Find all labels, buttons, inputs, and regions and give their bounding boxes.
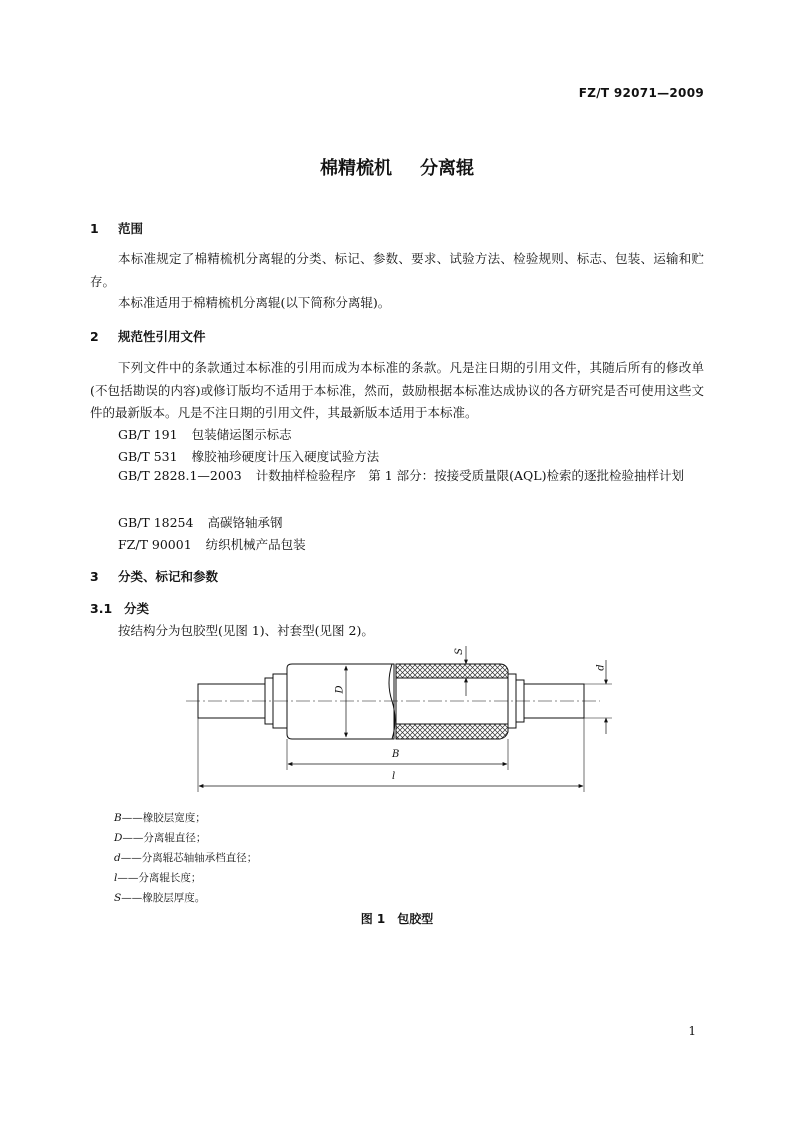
- rubber-layer-top: [396, 664, 508, 678]
- label-S: S: [453, 648, 465, 655]
- reference-item: GB/T 531 橡胶袖珍硬度计压入硬度试验方法: [118, 449, 380, 464]
- section-1-paragraph-2: 本标准适用于棉精梳机分离辊(以下简称分离辊)。: [118, 295, 391, 310]
- rubber-layer-bottom: [396, 724, 508, 739]
- section-3-heading: 3 分类、标记和参数: [90, 569, 219, 584]
- label-B: B: [392, 749, 400, 760]
- section-3-1-paragraph: 按结构分为包胶型(见图 1)、衬套型(见图 2)。: [118, 623, 374, 638]
- label-d: d: [595, 664, 607, 671]
- title-part-1: 棉精梳机: [320, 158, 392, 179]
- section-3-1-heading: 3.1 分类: [90, 601, 150, 616]
- reference-item: GB/T 191 包装储运图示标志: [118, 427, 292, 442]
- reference-item: FZ/T 90001 纺织机械产品包装: [118, 537, 306, 552]
- legend-item: d——分离辊芯轴轴承档直径；: [114, 852, 258, 864]
- legend-item: S——橡胶层厚度。: [114, 892, 206, 904]
- roller-body: [287, 664, 394, 739]
- label-l: l: [392, 771, 396, 782]
- section-1-paragraph-1: 本标准规定了棉精梳机分离辊的分类、标记、参数、要求、试验方法、检验规则、标志、包装、运输和贮存。: [90, 251, 704, 289]
- page-number: 1: [688, 1024, 696, 1038]
- figure-caption: 图 1 包胶型: [360, 912, 434, 926]
- reference-item: GB/T 18254 高碳铬轴承钢: [118, 515, 283, 530]
- section-2-paragraph-1: 下列文件中的条款通过本标准的引用而成为本标准的条款。凡是注日期的引用文件，其随后所有的修改单(不包括勘误的内容)或修订版均不适用于本标准，然而，鼓励根据本标准达成协议的各方研究是否可使用这些文件的最新版本。凡是不注日期的引用文件，其最新版本适用于本标准。: [90, 360, 704, 420]
- legend-item: D——分离辊直径；: [114, 832, 207, 844]
- reference-item: GB/T 2828.1—2003 计数抽样检验程序 第 1 部分：按接受质量限(AQL)检索的逐批检验抽样计划: [118, 468, 684, 483]
- standard-number: FZ/T 92071—2009: [578, 86, 704, 100]
- section-2-heading: 2 规范性引用文件: [90, 329, 206, 344]
- section-1-heading: 1 范围: [90, 221, 144, 236]
- label-D: D: [334, 685, 346, 694]
- legend-item: l——分离辊长度；: [114, 872, 202, 884]
- title-part-2: 分离辊: [420, 158, 474, 179]
- legend-item: B——橡胶层宽度；: [114, 812, 206, 824]
